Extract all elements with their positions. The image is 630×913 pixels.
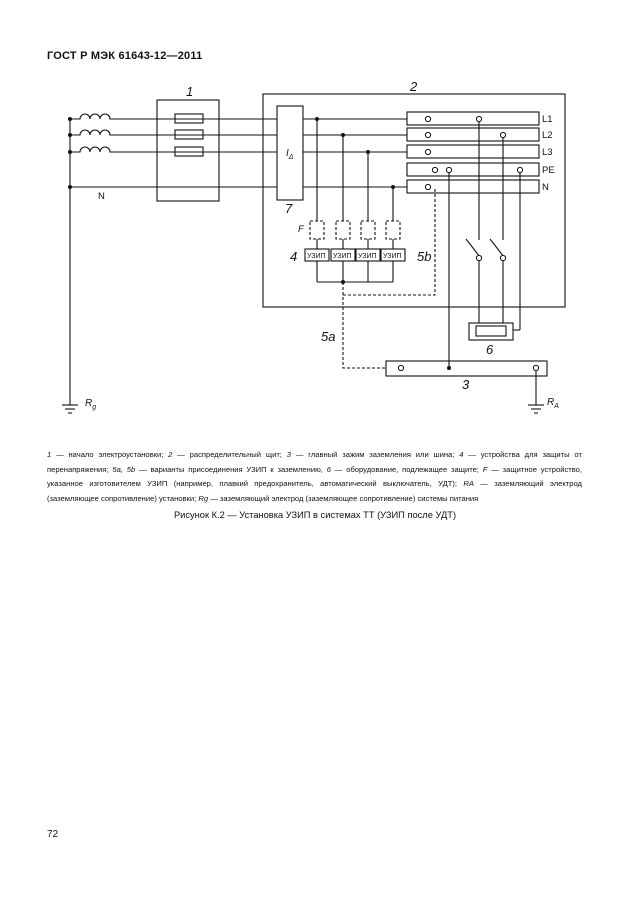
coil-l1: [70, 114, 277, 119]
legend-item: 6 — оборудование, подлежащее защите;: [326, 464, 479, 474]
label-4: 4: [290, 249, 298, 264]
legend-item: F — защитное устройство, указанное изготовителем УЗИП (например, плавкий предохранитель, автоматический выключатель, УДТ);: [47, 464, 582, 489]
legend-item: 1 — начало электроустановки;: [47, 450, 164, 459]
label-n-supply: N: [98, 191, 105, 202]
label-5a: 5a: [321, 329, 336, 344]
legend-item: 3 — главный зажим заземления или шина;: [286, 450, 455, 459]
spd-label: УЗИП: [358, 253, 377, 260]
legend-item: 4 — устройства для защиты от перенапряжения;: [47, 450, 582, 474]
label-3: 3: [462, 377, 470, 392]
route-5b: [343, 187, 435, 295]
label-5b: 5b: [417, 249, 432, 264]
coil-l2: [70, 130, 277, 135]
legend-item: RA — заземляющий электрод (заземляющее сопротивление) установки;: [47, 479, 582, 503]
spd-label: УЗИП: [307, 253, 326, 260]
label-6: 6: [486, 342, 494, 357]
tt-system-spd-diagram: [0, 0, 630, 440]
legend-item: 2 — распределительный щит;: [168, 450, 282, 459]
origin-box: [157, 100, 219, 201]
page-number: 72: [47, 829, 59, 840]
label-7: 7: [285, 201, 293, 216]
legend-item: Rg — заземляющий электрод (заземляющее сопротивление) системы питания: [198, 493, 479, 503]
label-1: 1: [186, 84, 194, 99]
main-earth-terminal: [386, 361, 547, 376]
document-header: ГОСТ Р МЭК 61643-12—2011: [47, 50, 203, 62]
bus-label-n: N: [542, 182, 549, 193]
spd-label: УЗИП: [333, 253, 352, 260]
label-f: F: [298, 224, 304, 235]
bus-label-l2: L2: [542, 130, 553, 141]
label-2: 2: [410, 79, 418, 94]
spd-label: УЗИП: [383, 253, 402, 260]
rcd-label: $I_\Delta$: [286, 148, 294, 161]
label-ra: $R_A$: [547, 397, 559, 410]
coil-l3: [70, 147, 277, 152]
bus-label-pe: PE: [542, 165, 555, 176]
label-rg: $R_g$: [85, 398, 97, 411]
figure-caption: Рисунок К.2 — Установка УЗИП в системах ТТ (УЗИП после УДТ): [173, 510, 457, 520]
legend-item: 5a, 5b — варианты присоединения УЗИП к заземлению,: [112, 464, 323, 474]
bus-label-l3: L3: [542, 147, 553, 158]
rcd-box: [277, 106, 303, 200]
figure-legend: [47, 448, 582, 506]
bus-label-l1: L1: [542, 114, 553, 125]
